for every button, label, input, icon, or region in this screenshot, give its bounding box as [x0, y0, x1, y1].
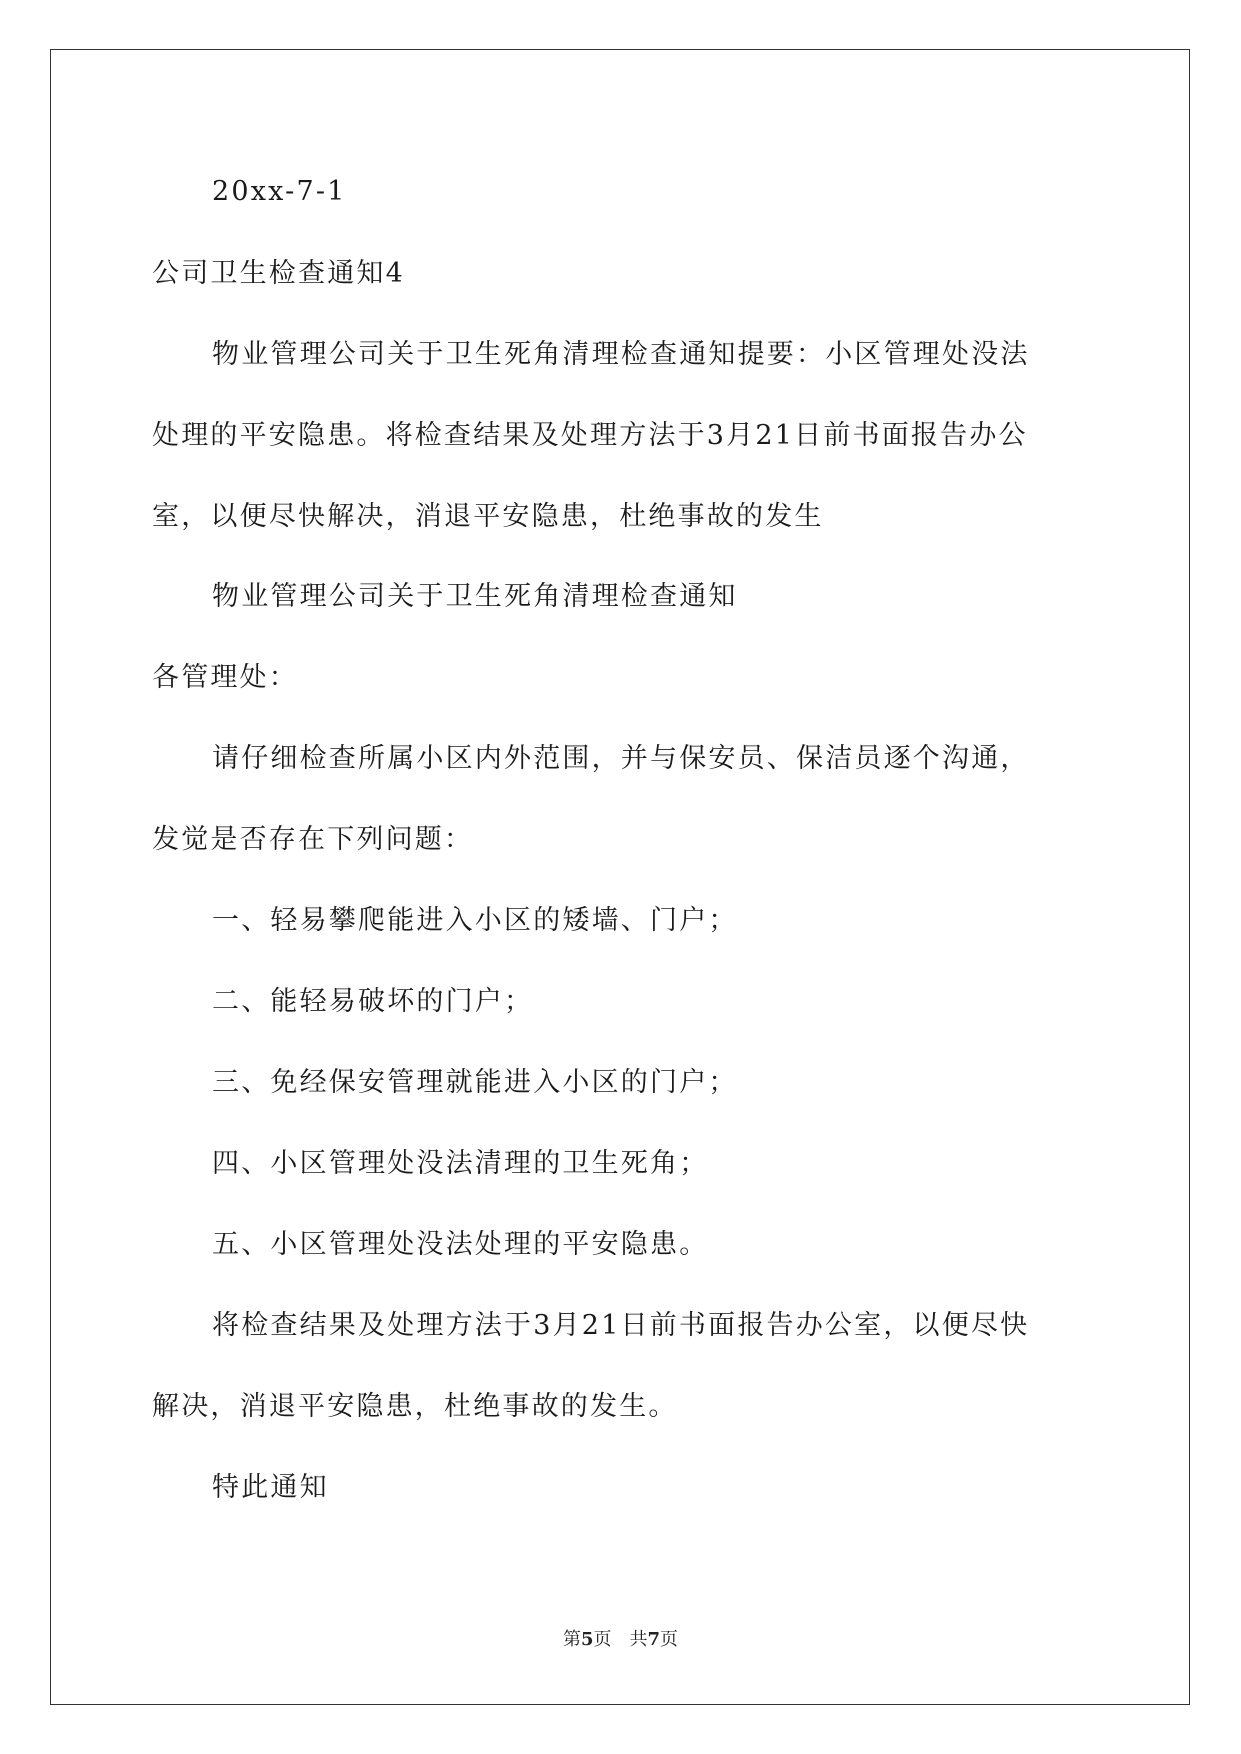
notice-title: 物业管理公司关于卫生死角清理检查通知	[212, 581, 738, 612]
list-item: 二、能轻易破坏的门户；	[212, 986, 534, 1017]
paragraph-line: 将检查结果及处理方法于3月21日前书面报告办公室，以便尽快	[212, 1310, 1030, 1341]
total-suffix: 页	[660, 1629, 679, 1650]
total-page-number: 7	[647, 1629, 661, 1650]
page-prefix: 第	[562, 1629, 581, 1650]
total-prefix: 共	[629, 1629, 648, 1650]
section-heading: 公司卫生检查通知4	[152, 258, 405, 289]
paragraph-line: 物业管理公司关于卫生死角清理检查通知提要：小区管理处没法	[212, 339, 1030, 370]
page-border	[50, 49, 1190, 1705]
page-suffix: 页	[593, 1629, 612, 1650]
paragraph-line: 请仔细检查所属小区内外范围，并与保安员、保洁员逐个沟通，	[212, 743, 1030, 774]
salutation: 各管理处：	[152, 662, 298, 693]
list-item: 五、小区管理处没法处理的平安隐患。	[212, 1229, 709, 1260]
paragraph-line: 处理的平安隐患。将检查结果及处理方法于3月21日前书面报告办公	[152, 420, 1028, 451]
list-item: 四、小区管理处没法清理的卫生死角；	[212, 1148, 709, 1179]
list-item: 一、轻易攀爬能进入小区的矮墙、门户；	[212, 905, 738, 936]
list-item: 三、免经保安管理就能进入小区的门户；	[212, 1067, 738, 1098]
document-date: 20xx-7-1	[212, 176, 347, 207]
paragraph-line: 发觉是否存在下列问题：	[152, 824, 474, 855]
page-footer	[0, 1628, 1241, 1652]
current-page-number: 5	[580, 1629, 594, 1650]
paragraph-line: 解决，消退平安隐患，杜绝事故的发生。	[152, 1391, 678, 1422]
closing-line: 特此通知	[212, 1472, 329, 1503]
paragraph-line: 室，以便尽快解决，消退平安隐患，杜绝事故的发生	[152, 501, 824, 532]
